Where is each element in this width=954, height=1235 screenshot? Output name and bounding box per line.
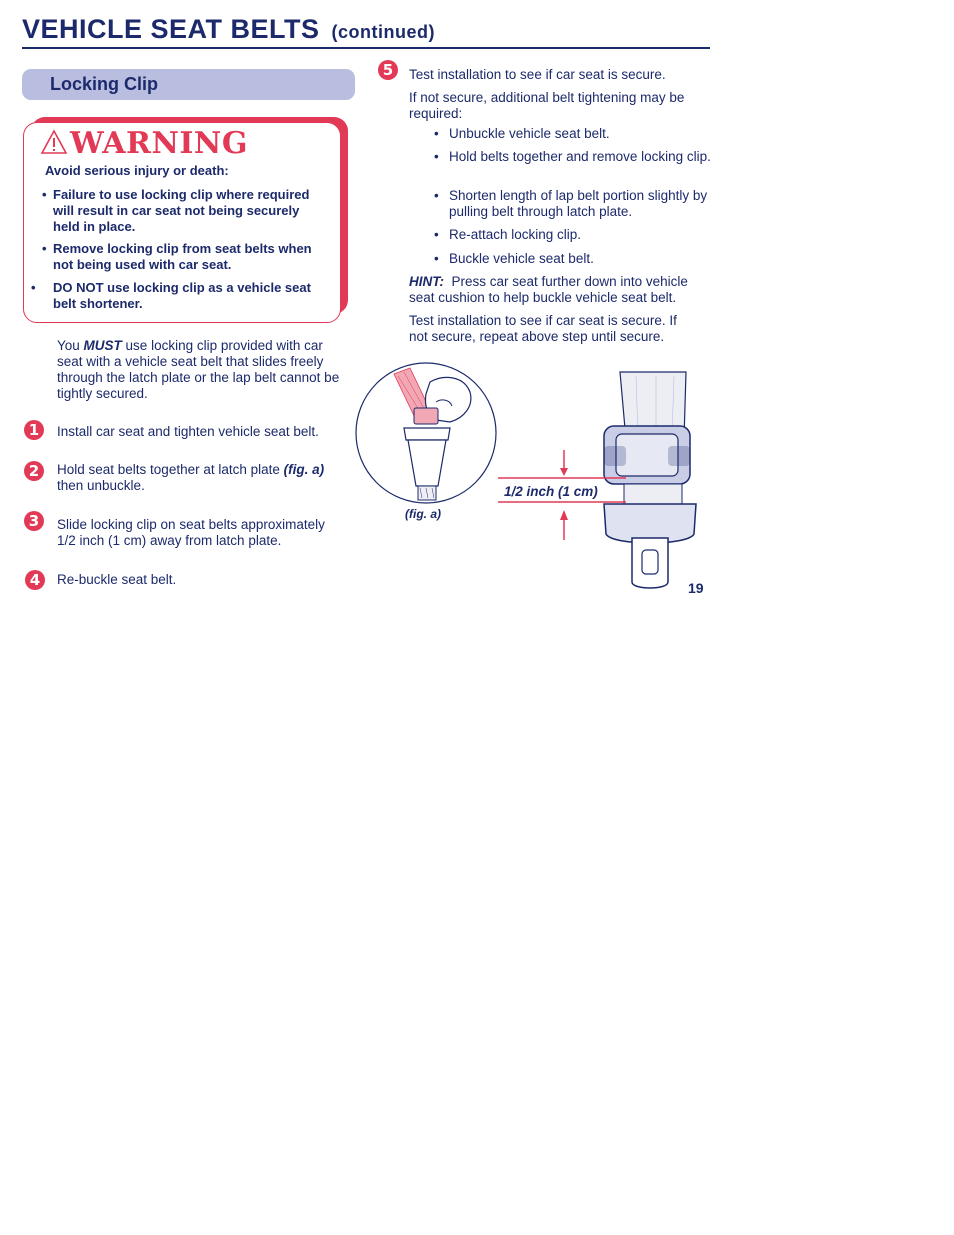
section-header xyxy=(22,69,355,100)
hint-label: HINT: xyxy=(409,274,444,289)
intro-rest: use locking clip provided with car seat with a vehicle seat belt that slides freely through the latch plate or the lap belt cannot be tightly secured. xyxy=(57,338,340,401)
step-5-bullet-text: Shorten length of lap belt portion slightly by pulling belt through latch plate. xyxy=(449,188,708,219)
fig-a-caption: (fig. a) xyxy=(405,507,441,521)
step-5-bullet: • Buckle vehicle seat belt. xyxy=(434,251,719,267)
page-title-text: VEHICLE SEAT BELTS xyxy=(22,14,320,44)
fig-a-illustration xyxy=(352,362,502,507)
warning-item-text: Remove locking clip from seat belts when not being used with car seat. xyxy=(53,241,312,272)
hint-text: Press car seat further down into vehicle seat cushion to help buckle vehicle seat belt. xyxy=(409,274,688,305)
warning-bullet: • xyxy=(42,187,47,202)
page-number: 19 xyxy=(688,580,704,596)
section-title: Locking Clip xyxy=(50,74,158,94)
step-text-1: Install car seat and tighten vehicle seat belt. xyxy=(57,424,319,439)
step-text-2 xyxy=(57,462,342,494)
warning-item xyxy=(42,241,332,273)
warning-lead: Avoid serious injury or death: xyxy=(45,163,229,178)
warning-item-text: Failure to use locking clip where required will result in car seat not being securely held in place. xyxy=(53,187,310,234)
step-number-5: 5 xyxy=(378,60,398,80)
step-5-bullet-text: Re-attach locking clip. xyxy=(449,227,582,242)
warning-bullet: • xyxy=(31,280,36,295)
step-5-bullet: • Re-attach locking clip. xyxy=(434,227,719,243)
warning-item xyxy=(31,280,331,312)
step-5-bullet: • Unbuckle vehicle seat belt. xyxy=(434,126,719,142)
title-divider xyxy=(22,47,710,49)
step-number-3: 3 xyxy=(24,511,44,531)
step-2-figure-ref: (fig. a) xyxy=(283,462,325,477)
warning-bullet: • xyxy=(42,241,47,256)
step-5-bullet: • Shorten length of lap belt portion slightly by pulling belt through latch plate. xyxy=(434,188,719,220)
step-text-3: Slide locking clip on seat belts approximately 1/2 inch (1 cm) away from latch plate. xyxy=(57,517,325,548)
page-title xyxy=(22,14,435,45)
step-5-final: Test installation to see if car seat is secure. If not secure, repeat above step until secure. xyxy=(409,313,677,344)
warning-item xyxy=(42,187,332,235)
step-text-4: Re-buckle seat belt. xyxy=(57,572,177,587)
intro-paragraph xyxy=(57,338,342,402)
step-5-text: Test installation to see if car seat is secure. xyxy=(409,67,666,82)
step-5-bullet-text: Unbuckle vehicle seat belt. xyxy=(449,126,610,141)
warning-triangle-icon xyxy=(40,129,68,155)
warning-title xyxy=(40,126,248,161)
intro-emphasis: MUST xyxy=(83,338,122,353)
step-2-text-end: then unbuckle. xyxy=(57,478,145,493)
step-5-bullet: • Hold belts together and remove locking clip. xyxy=(434,149,719,181)
step-number-2: 2 xyxy=(24,461,44,481)
step-5-bullet-text: Buckle vehicle seat belt. xyxy=(449,251,594,266)
step-5-bullet-text: Hold belts together and remove locking clip. xyxy=(449,149,711,164)
page-title-continued: (continued) xyxy=(331,22,436,42)
measurement-label: 1/2 inch (1 cm) xyxy=(504,484,598,499)
warning-item-text: DO NOT use locking clip as a vehicle seat belt shortener. xyxy=(53,280,311,311)
step-5-followup: If not secure, additional belt tightening may be required: xyxy=(409,90,685,121)
step-number-1: 1 xyxy=(24,420,44,440)
intro-prefix: You xyxy=(57,338,84,353)
step-2-text: Hold seat belts together at latch plate xyxy=(57,462,284,477)
step-5-hint xyxy=(409,274,714,306)
warning-title-text: WARNING xyxy=(70,126,248,161)
step-number-4: 4 xyxy=(25,570,45,590)
